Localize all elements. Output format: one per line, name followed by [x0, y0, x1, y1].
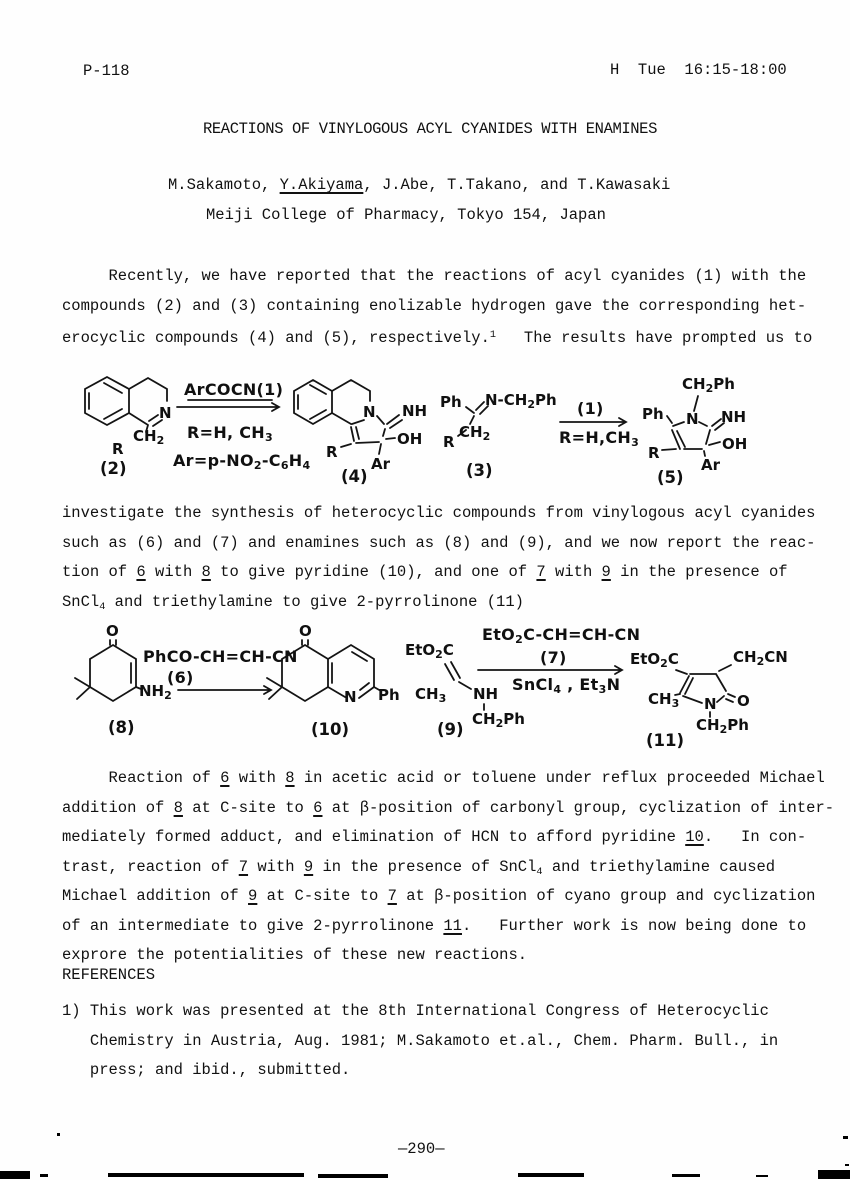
methyl-label: $CH_3$ [648, 690, 680, 710]
text-line: of an intermediate to give 2-pyrrolinone 11. Further work is now being done to [62, 916, 807, 935]
ring-nitrogen-label: N [344, 688, 357, 706]
reagent-label: PhCO-CH=CH-CN [143, 647, 298, 666]
structure-2-number: (2) [100, 459, 127, 478]
imine-nh-label: NH [402, 402, 428, 420]
ester-label: EtO$_2$C [630, 650, 679, 670]
scan-artifact [518, 1173, 584, 1177]
text-line: SnCl4 and triethylamine to give 2-pyrrolinone (11) [62, 592, 524, 613]
structure-9-number: (9) [437, 720, 464, 739]
reagent-number-label: (6) [167, 668, 194, 687]
reagent-label: ArCOCN(1) [184, 380, 284, 399]
reference-line: Chemistry in Austria, Aug. 1981; M.Sakamoto et.al., Chem. Pharm. Bull., in [62, 1031, 779, 1050]
text-line: investigate the synthesis of heterocyclic compounds from vinylogous acyl cyanides [62, 504, 816, 522]
structure-2-skeleton [85, 377, 167, 432]
arrow-1 [177, 400, 279, 411]
text-line: compounds (2) and (3) containing enolizable hydrogen gave the corresponding het- [62, 296, 807, 315]
structure-8-skeleton [75, 640, 141, 701]
structure-4-skeleton [294, 380, 402, 454]
cyanomethyl-label: $CH_2CN$ [733, 648, 788, 668]
scan-artifact [57, 1133, 60, 1136]
scan-artifact [756, 1175, 768, 1177]
ring-nitrogen-label: N [686, 410, 699, 428]
ring-nitrogen-label: N [159, 404, 172, 422]
aryl-label: Ar [371, 455, 391, 473]
scan-artifact [0, 1171, 30, 1179]
amino-label: $NH_2$ [139, 682, 172, 702]
r-definition-label: R=H,CH3 [559, 428, 640, 449]
arrow-2 [560, 418, 626, 426]
paper-code: P-118 [83, 62, 130, 80]
structure-4-number: (4) [341, 467, 368, 486]
reaction-scheme-1 [60, 370, 805, 498]
ester-label: EtO$_2$C [405, 641, 454, 661]
reference-line: press; and ibid., submitted. [62, 1061, 351, 1079]
references-heading: REFERENCES [62, 966, 156, 984]
ring-nitrogen-label: N [704, 695, 717, 713]
paper-title: REACTIONS OF VINYLOGOUS ACYL CYANIDES WITH ENAMINES [203, 120, 657, 138]
carbonyl-oxygen-label: O [299, 622, 312, 640]
n-benzyl-label: $CH_2Ph$ [682, 375, 735, 395]
text-line: exprore the potentialities of these new reactions. [62, 946, 528, 964]
scan-artifact [318, 1174, 388, 1178]
ch2-label: $CH_2$ [459, 423, 491, 443]
text-line: tion of 6 with 8 to give pyridine (10), and one of 7 with 9 in the presence of [62, 563, 788, 581]
phenyl-label: Ph [642, 405, 664, 423]
references-list [62, 997, 778, 1086]
r-group-label: R [648, 444, 660, 462]
carbonyl-oxygen-label: O [106, 622, 119, 640]
text-line: trast, reaction of 7 with 9 in the presence of SnCl4 and triethylamine caused [62, 857, 776, 878]
reference-line: 1) This work was presented at the 8th International Congress of Heterocyclic [62, 1002, 769, 1020]
text-line: erocyclic compounds (4) and (5), respectively.$^1$ The results have prompted us to [62, 329, 813, 348]
phenyl-label: Ph [440, 393, 462, 411]
affiliation-line: Meiji College of Pharmacy, Tokyo 154, Japan [206, 206, 606, 224]
text-line: Michael addition of 9 at C-site to 7 at β-position of cyano group and cyclization [62, 887, 816, 905]
text-line: addition of 8 at C-site to 6 at β-position of carbonyl group, cyclization of inter- [62, 798, 835, 817]
benzyl-label: $CH_2Ph$ [472, 710, 525, 730]
benzyl-label: $CH_2Ph$ [696, 716, 749, 736]
reaction-scheme-2 [60, 618, 805, 758]
hydroxyl-label: OH [722, 435, 748, 453]
text-line: mediately formed adduct, and elimination of HCN to afford pyridine 10. In con- [62, 828, 807, 846]
n-benzyl-label: $N-CH_2Ph$ [485, 391, 557, 411]
authors-line: M.Sakamoto, Y.Akiyama, J.Abe, T.Takano, and T.Kawasaki [168, 176, 671, 194]
ch2-label: $CH_2$ [133, 427, 165, 447]
catalyst-label: SnCl4 , Et3N [512, 675, 621, 696]
carbonyl-oxygen-label: O [737, 692, 750, 710]
structure-3-number: (3) [466, 461, 493, 480]
scan-artifact [845, 1164, 849, 1166]
structure-8-number: (8) [108, 718, 135, 737]
r-group-label: R [443, 433, 455, 451]
aryl-label: Ar [701, 456, 721, 474]
r-group-label: R [112, 440, 124, 458]
r-group-label: R [326, 443, 338, 461]
abstract-paragraph-2 [62, 499, 815, 617]
structure-10-number: (10) [311, 720, 350, 739]
ar-definition-label: Ar=p-NO2-C6H4 [173, 451, 311, 472]
imine-nh-label: NH [721, 408, 747, 426]
r-definition-label: R=H, CH3 [187, 423, 273, 444]
hydroxyl-label: OH [397, 430, 423, 448]
scan-artifact [843, 1136, 848, 1139]
page-number: —290— [398, 1140, 445, 1158]
text-line: Reaction of 6 with 8 in acetic acid or toluene under reflux proceeded Michael [62, 769, 825, 787]
abstract-paragraph-1 [62, 262, 812, 351]
ring-nitrogen-label: N [363, 403, 376, 421]
reagent-label: EtO2C-CH=CH-CN [482, 625, 641, 646]
abstract-paragraph-3 [62, 764, 834, 971]
scan-artifact [108, 1173, 304, 1177]
text-line: Recently, we have reported that the reactions of acyl cyanides (1) with the [62, 267, 807, 285]
scan-artifact [672, 1174, 700, 1177]
phenyl-label: Ph [378, 686, 400, 704]
structure-11-number: (11) [646, 731, 685, 750]
reagent-number-label: (7) [540, 648, 567, 667]
text-line: such as (6) and (7) and enamines such as (8) and (9), and we now report the reac- [62, 533, 816, 552]
reagent-label: (1) [577, 399, 604, 418]
structure-5-number: (5) [657, 468, 684, 487]
scan-artifact [40, 1174, 48, 1177]
session-time: H Tue 16:15-18:00 [610, 61, 787, 79]
scan-artifact [818, 1170, 850, 1179]
nh-label: NH [473, 685, 499, 703]
methyl-label: $CH_3$ [415, 685, 447, 705]
